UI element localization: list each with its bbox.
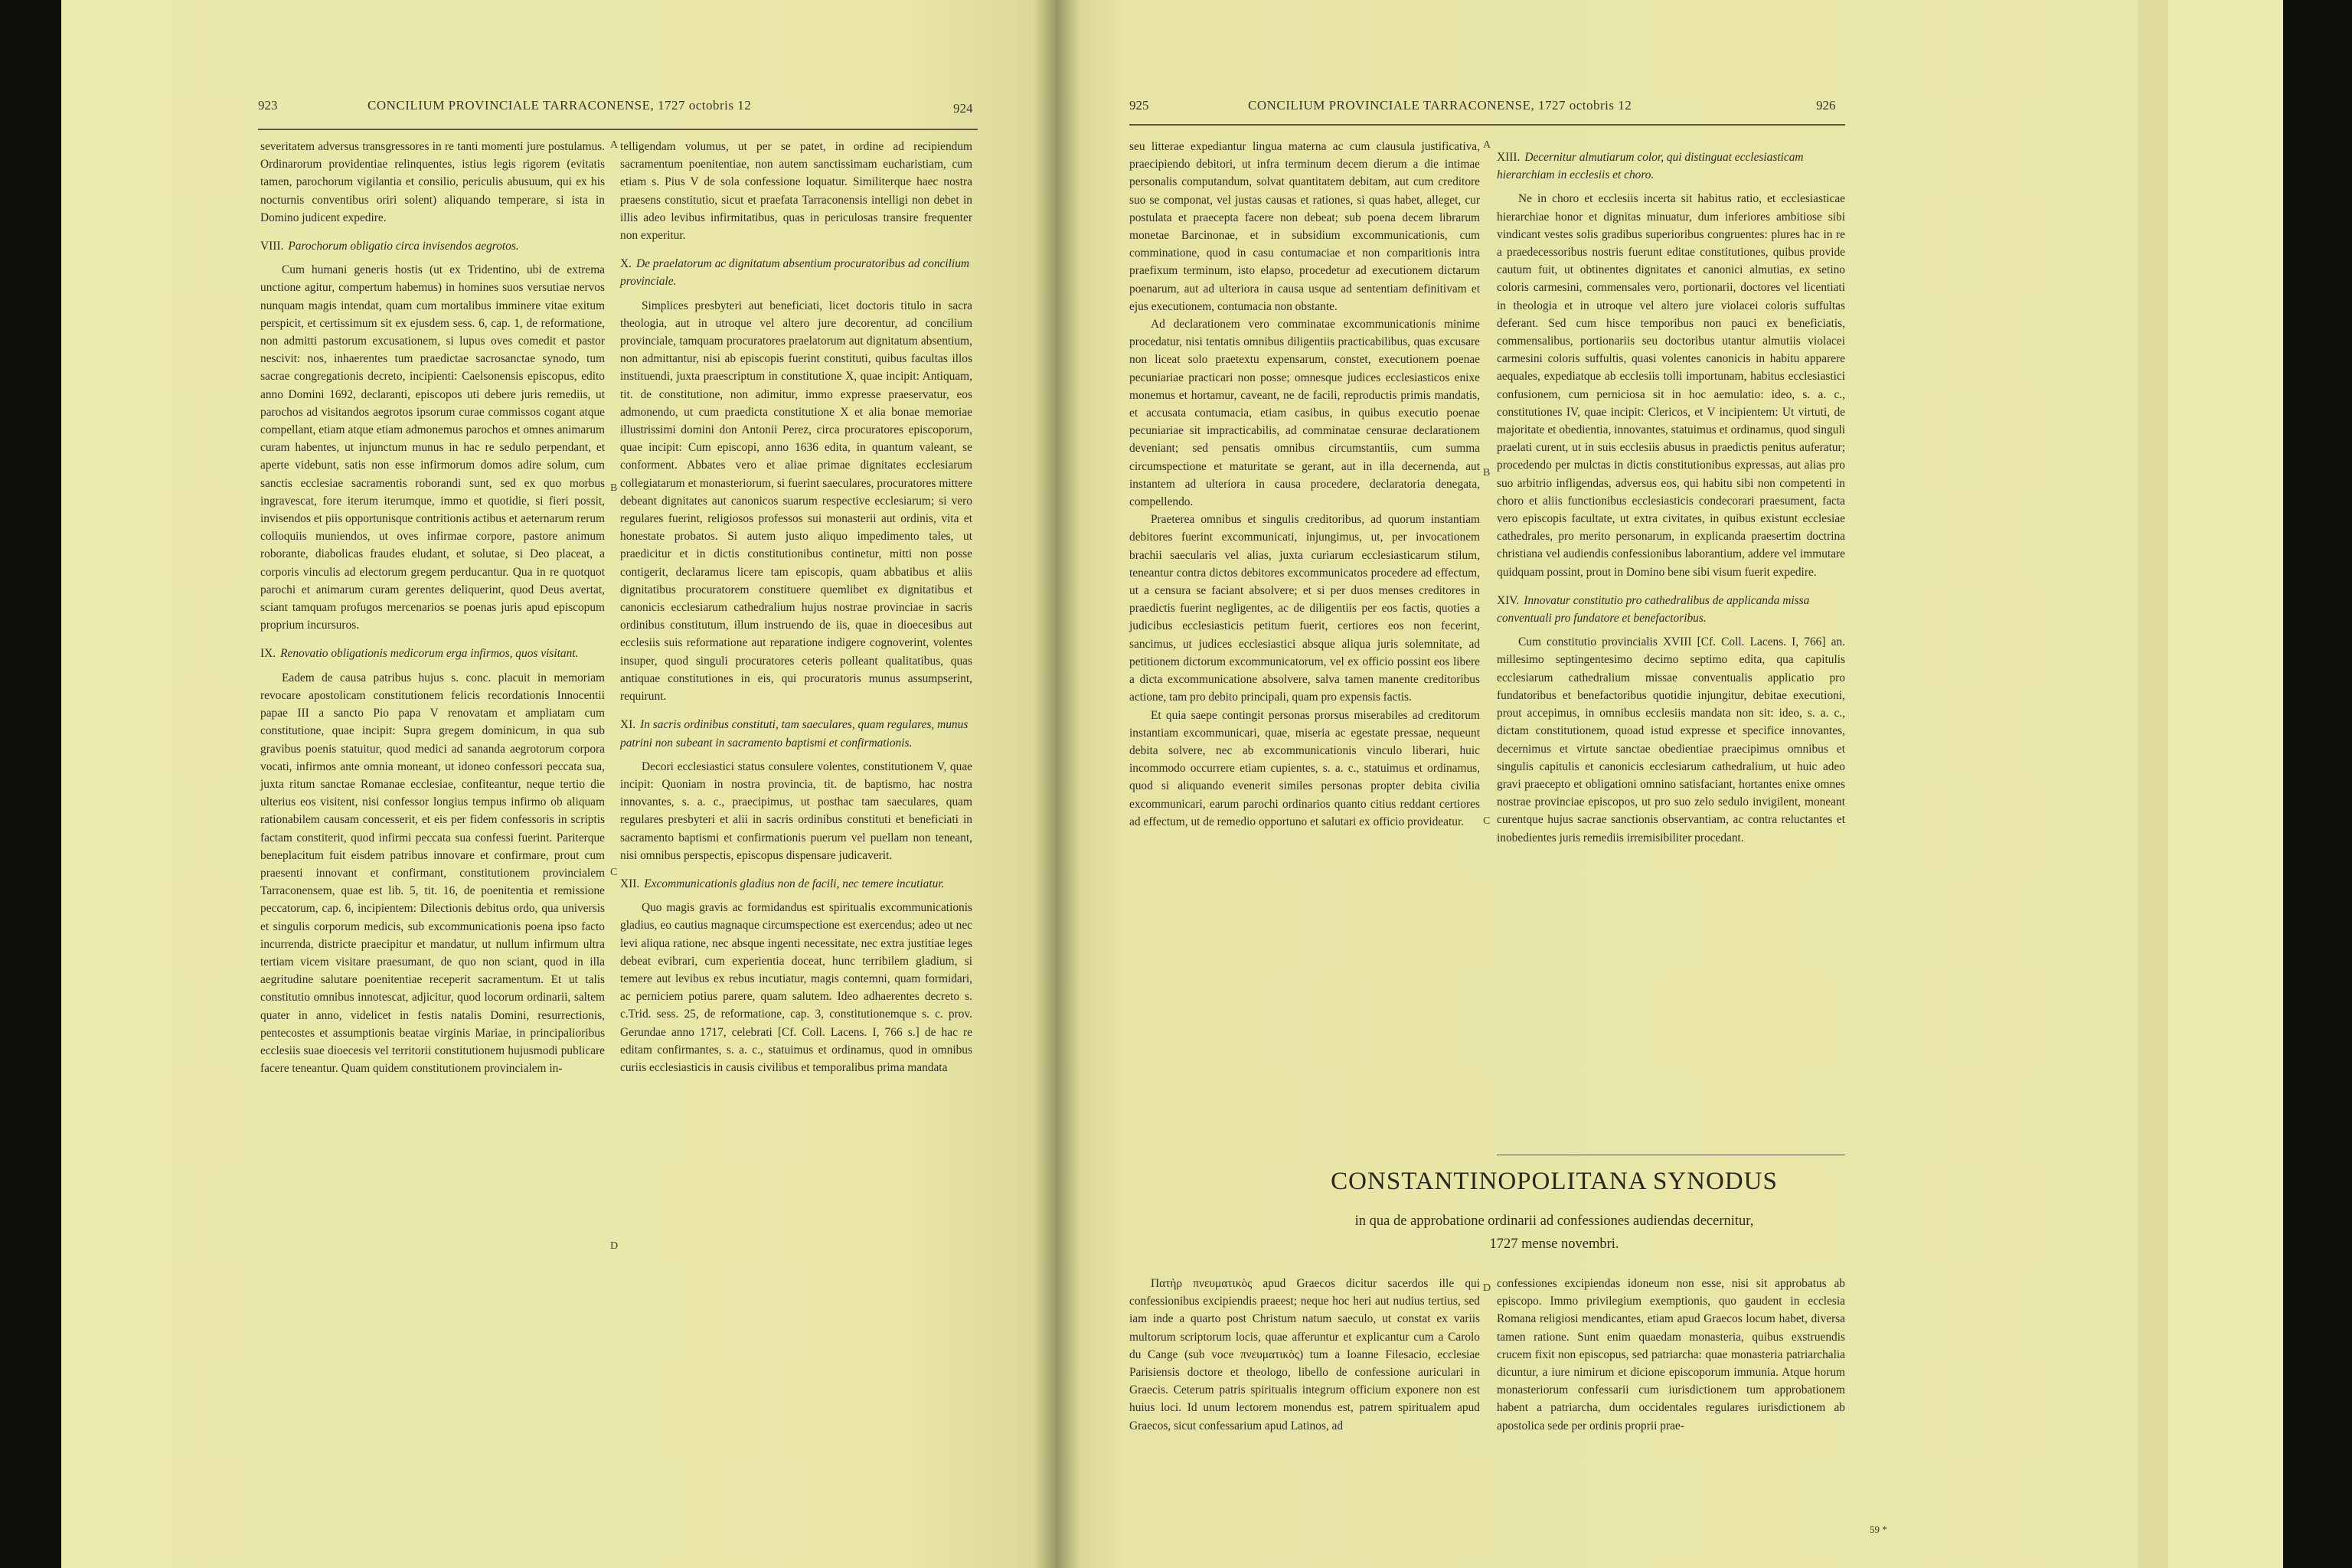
section-number: IX. (260, 647, 276, 661)
paragraph: Quo magis gravis ac formidandus est spiritualis excommunicationis gladius, eo cautius magnaque circumspectione est exercendus; adeo ut nec levi aliqua ratione, nec absque ingenti necessitate, nec extra justitiae leges debeat evibrari, cum experientia doceat, hunc terribilem gladium, si temere aut levibus ex rebus incutiatur, magis contemni, quam formidari, ac perniciem potius parere, quam salutem. Ideo adhaerentes decreto s. c.Trid. sess. 25, de reformatione, cap. 3, constitutionemque s. c. prov. Gerundae anno 1717, celebrati [Cf. Coll. Lacens. I, 766 s.] de hac re editam confirmantes, s. a. c., statuimus et ordinamus, quod in omnibus curiis ecclesiasticis in causis civilibus et temporalibus prima mandata (620, 901, 972, 1074)
header-rule (1129, 124, 1845, 126)
section-title: Excommunicationis gladius non de facili, nec temere incutiatur. (644, 877, 945, 890)
paragraph: Eadem de causa patribus hujus s. conc. placuit in memoriam revocare apostolicam constitutionem felicis recordationis Innocentii papae III a sancto Pio papa V renovatam et ampliatam cum constitutione, quae incipit: Supra gregem dominicum, in qua sub gravibus poenis statuitur, quod medici ad sananda aegrotorum corpora vocati, infirmos ante omnia moneant, ut idoneo confessori peccata sua, juxta ritum sanctae Romanae ecclesiae, confiteantur, neque tertio die ulterius eos visitent, nisi confessor longius tempus infirmo ob aliquam rationabilem causam concesserit, et eis per fidem confessoris in scriptis factam constiterit, quod infirmi peccata sua confessi fuerint. Pariterque beneplacitum fuit eisdem patribus innovare et confirmare, prout cum praesenti innovant et confirmant, constitutionem provincialem Tarraconensem, quae est lib. 5, tit. 16, de poenitentia et remissione peccatorum, cap. 6, incipientem: Dilectionis debitus ordo, qua universis et singulis corporum medicis, sub excommunicationis poena ipso facto incurrenda, districte praecipitur et mandatur, ut nullum infirmum ultra tertiam vicem visitare praesumant, de quo non sciant, quod in illa aegritudine salutare poenitentiae receperit sacramentum. Et ut talis constitutio omnibus innotescat, adjicitur, quod locorum ordinarii, saltem quater in anno, videlicet in festis natalis Domini, resurrectionis, pentecostes et assumptionis beatae virginis Mariae, in principalioribus ecclesiis suae dioecesis vel territorii constitutionem hujusmodi publicare facere teneantur. Quam quidem constitutionem provincialem in- (260, 671, 605, 1076)
section-heading (1497, 149, 1845, 184)
book-gutter (1034, 0, 1080, 1568)
paragraph: confessiones excipiendas idoneum non esse, nisi sit approbatus ab episcopo. Immo privilegium exemptionis, quo gaudent in ecclesia Romana religiosi mendicantes, etiam apud Graecos locum habet, diversa tamen ratione. Sunt enim quaedam monasteria, quibus exstruendis crucem fixit non episcopus, sed patriarcha: quae monasteria patriarchalia dicuntur, a iure nimirum et dicione episcoporum immunia. Atque horum monasteriorum confessarii cum iurisdictionem tum approbationem habent a patriarcha, dum occidentales regulares iurisdictionem ab apostolica sede per ordinis proprii prae- (1497, 1277, 1845, 1432)
section-number: XIV. (1497, 593, 1520, 607)
paragraph: Ad declarationem vero comminatae excommunicationis minime procedatur, nisi tentatis omnibus diligentiis practicabilibus, quas excusare non liceat solo praetextu expensarum, constet, executionem poenae pecuniariae practicari non posse; omnesque judices ecclesiasticos enixe monemus et hortamur, caveant, ne de facili, reproductis primis mandatis, et accusata contumacia, etiam casibus, in quibus executio poenae pecuniariae sit impracticabilis, ad comminatae censurae declarationem deveniant; sed pensatis omnibus circumstantiis, cum summa circumspectione et maturitate se gerant, aut in illa decernenda, aut instantem ad ulteriora in causa procedere, declaratoria denegata, compellendo. (1129, 318, 1480, 509)
margin-letter: C (1483, 815, 1491, 827)
running-head: CONCILIUM PROVINCIALE TARRACONENSE, 1727 octobris 12 (1248, 98, 1632, 113)
section-number: XII. (620, 877, 640, 890)
paragraph: Cum humani generis hostis (ut ex Tridentino, ubi de extrema unctione agitur, compertum habemus) in homines suos versutiae nervos nunquam magis intendat, quam cum mortalibus imminere vitae exitum perspicit, et certissimum sit ex ejusdem sess. 6, cap. 1, de reformatione, non admitti pastorum excusationem, si lupus oves comedit et pastor nescivit: nos, inhaerentes tum praedictae sacrosanctae synodo, tum sacrae congregationis decreto, incipienti: Caelsonensis episcopus, edito anno Domini 1692, declaranti, episcopos uti debere juris remediis, ut parochos ad visitandos aegrotos ipsorum curae commissos cogant atque compellant, etiam atque etiam admonemus parochos et omnes animarum curam habentes, ut injunctum munus in hac re sedulo perpendant, et aperte videbunt, satis non esse infirmorum domos adire solum, cum sanctis ecclesiae sacramentis roborandi sunt, sed ex quo morbus ingravescat, fore iterum iterumque, immo et quotidie, si fieri possit, invisendos et piis opportunisque contritionis actibus et aeternarum rerum colloquiis muniendos, ut oves infirmae corpore, pastore animum roborante, diabolicas fraudes eludant, et solutae, si Deo placeat, a corporis vinculis ad electorum gregem perducantur. Qua in re quotquot parochi et animarum curam gerentes deliquerint, quod Deus avertat, sciant tamquam profugos mercenarios se poenas juris apud episcopum proprium incursuros. (260, 263, 605, 632)
paragraph: severitatem adversus transgressores in re tanti momenti jure postulamus. Ordinarorum providentiae relinquentes, istius legis rigorem (evitatis tamen, parochorum vigilantia et consilio, periculis abusuum, qui ex his nocturnis conventibus oriri solent) aliquando temperare, si ista in Domino judicent expedire. (260, 140, 605, 224)
section-number: XIII. (1497, 151, 1521, 164)
paragraph: Cum constitutio provincialis XVIII [Cf. Coll. Lacens. I, 766] an. millesimo septingentesimo decimo septimo edita, qua capitulis ecclesiarum cathedralium missae conventualis applicatio pro fundatoribus et benefactoribus quotidie injungitur, debitae executioni, prout accepimus, in omnibus ecclesiis mandata non sit: ideo, s. a. c., dictam constitutionem, quoad istud expresse et specifice innovantes, decernimus et virtute sanctae obedientiae praecipimus omnibus et singulis capitulis et canonicis ecclesiarum cathedralium, ut huic adeo gravi praecepto et obligationi omnino satisfaciant, hortantes enixe omnes nostrae provinciae episcopos, ut pro suo zelo sedulo invigilent, moneant curentque hujus sacrae sanctionis observantiam, ac contra reluctantes et inobedientes juris remediis irremisibiliter procedant. (1497, 635, 1845, 844)
paragraph: seu litterae expediantur lingua materna ac cum clausula justificativa, praecipiendo debitori, ut infra terminum decem dierum a die intimae personalis computandum, solvat quantitatem debitam, aut cum creditore suo se componat, vel justas causas et rationes, si quas habet, alleget, cur postulata et praecepta facere non debeat; sub poena decem librarum monetae Barcinonae, et in subsidium excommunicationis, cum comminatione, quod in casu contumaciae et non comparitionis intra praefixum terminum, isto elapso, procedetur ad executionem dictarum poenarum, aut ad ulteriora in causa usque ad sententiam definitivam et ejus executionem, contumacia non obstante. (1129, 140, 1480, 313)
paragraph: Πατὴρ πνευματικὸς apud Graecos dicitur sacerdos ille qui confessionibus excipiendis praeest; neque hoc heri aut nudius tertius, sed iam inde a quarto post Christum natum saeculo, ut constat ex variis multorum scriptorum locis, quae afferuntur et explicantur cum a Carolo du Cange (sub voce πνευματικὸς) tum a Ioanne Filesacio, ecclesiae Parisiensis doctore et theologo, libello de confessione auriculari in Graecis. Ceterum patris spiritualis integrum officium exponere non est huius loci. Id unum lectorem monendus est, patrem spiritualem apud Graecos, sicut confessarium apud Latinos, ad (1129, 1277, 1480, 1432)
section-title: Parochorum obligatio circa invisendos aegrotos. (288, 240, 519, 253)
margin-letter: D (610, 1240, 619, 1252)
paragraph: Decori ecclesiastici status consulere volentes, constitutionem V, quae incipit: Quoniam in nostra provincia, tit. de baptismo, hac nostra innovantes, s. a. c., praecipimus, ut posthac tam saeculares, quam regulares presbyteri et alii in sacris ordinibus constituti et beneficiati in sacramento baptismi et confirmationis puerum vel puellam non teneant, nisi omnibus perspectis, episcopus dispensare judicaverit. (620, 760, 972, 862)
paragraph: Et quia saepe contingit personas prorsus miserabiles ad creditorum instantiam excommunicari, quae, miseria ac egestate pressae, nequeunt debita solvere, nec ab excommunicationis vinculo liberari, huic incommodo occurrere etiam cupientes, s. a. c., statuimus et ordinamus, quod si aliquando evenerit similes personas propter debita civilia excommunicari, earum parochi ordinarios quanto citius reddant certiores ad effectum, ut de remedio opportuno et salutari ex officio provideatur. (1129, 708, 1480, 828)
text-column-1 (260, 138, 605, 1077)
section-title: De praelatorum ac dignitatum absentium procuratoribus ad concilium provinciale. (620, 257, 970, 289)
section-heading (260, 645, 605, 662)
section-number: XI. (620, 718, 636, 732)
section-subtitle: 1727 mense novembri. (1489, 1236, 1619, 1252)
paragraph: Simplices presbyteri aut beneficiati, licet doctoris titulo in sacra theologia, aut in utroque vel altero jure decorentur, ad concilium provinciale, tamquam procuratores praelatorum aut dignitatum absentium, non admittantur, nisi ab episcopis fuerint constituti, quibus facultas illos instituendi, juxta praescriptum in constitutione X, quae incipit: Antiquam, tit. de constitutione, non adimitur, immo expresse praeservatur, eos admonendo, ut cum praedicta constitutione X et alia bonae memoriae illustrissimi domini don Antonii Perez, circa procuratores episcoporum, quae incipit: Cum episcopi, anno 1636 edita, in quantum valeant, se conforment. Abbates vero et aliae primae dignitates ecclesiarum collegiatarum et monasteriorum, si fuerint saeculares, procuratores mittere debeant dignitates aut canonicos suarum respective ecclesiarum; si vero regulares fuerint, religiosos professos sui monasterii aut ordinis, vita et honestate probatos. Si autem justo aliquo impedimento tales, ut praedicitur et in dictis constitutionibus continetur, mitti non posse contigerit, declaramus licere tam episcopis, quam abbatibus et aliis dignitatibus procuratorem constituere quemlibet ex dignitatibus et canonicis ecclesiarum cathedralium hujus nostrae provinciae in sacris ordinibus constitutum, illum instruendo de iis, quae in dioecesibus aut ecclesiis suis reformatione aut reparatione indigere cognoverint, volentes insuper, quod singuli procuratores ceteris polleant qualitatibus, quas antiquae constitutiones in eis, qui procuratoris munus assumpserint, requirunt. (620, 299, 972, 704)
section-subtitle: in qua de approbatione ordinarii ad confessiones audiendas decernitur, (1354, 1214, 1754, 1229)
page-number: 924 (953, 101, 973, 116)
margin-letter: B (610, 482, 618, 494)
next-leaf (2168, 0, 2283, 1568)
signature-mark: 59 * (1870, 1524, 1887, 1535)
section-title: Decernitur almutiarum color, qui distinguat ecclesiasticam hierarchiam in ecclesiis et choro. (1497, 151, 1804, 182)
text-column-2 (620, 138, 972, 1076)
section-title: Renovatio obligationis medicorum erga infirmos, quos visitant. (280, 647, 579, 661)
section-title: In sacris ordinibus constituti, tam saeculares, quam regulares, munus patrini non subeant in sacramento baptismi et confirmationis. (620, 718, 969, 750)
section-number: VIII. (260, 240, 284, 253)
paragraph: Ne in choro et ecclesiis incerta sit habitus ratio, et ecclesiasticae hierarchiae honor et dignitas minuatur, dum inferiores ambitiose sibi vindicant vestes solis gradibus superioribus congruentes: plures hac in re a praedecessoribus nostris fuerunt editae constitutiones, quibus provide cautum fuit, ut obtinentes dignitates et canonici almutias, ex setino coloris carmesini, commensales vero, portionarii, doctores vel licentiati in theologia et in utroque vel altero jure violacei coloris suffultas deferant. Sed cum hisce temporibus non pauci ex beneficiatis, commensalibus, portionariis seu doctoribus utantur almutiis violacei carmesini coloris suffultis, quasi volentes canonicis in habitu apparere aequales, expediatque ab ecclesiis tolli importunam, habitus ecclesiastici confusionem, cum perniciosa sit in hoc aemulatio: ideo, s. a. c., constitutiones IV, quae incipit: Clericos, et V incipientem: Ut virtuti, de majoritate et obedientia, innovantes, statuimus et ordinamus, quod singuli praelati curent, ut in suis ecclesiis abusus in praedictis penitus auferatur; procedendo per mulctas in dictis constitutionibus expressas, aut alias pro suo arbitrio infligendas, adversus eos, qui habitu sibi non competenti in choro et aliis functionibus ecclesiasticis condecorari praesument, facta vero episcopis facultate, ut extra civitates, in quibus existunt ecclesiae cathedrales, pro merito personarum, in explicanda praesertim doctrina christiana vel audiendis confessionibus laborantium, addere vel immutare quidquam possint, prout in Domino bene sibi visum fuerit expedire. (1497, 192, 1845, 579)
section-title: Innovatur constitutio pro cathedralibus de applicanda missa conventuali pro fundatore et benefactoribus. (1497, 593, 1810, 626)
margin-letter: A (610, 139, 619, 151)
margin-letter: A (1483, 139, 1491, 151)
paragraph: Praeterea omnibus et singulis creditoribus, ad quorum instantiam debitores fuerint excommunicati, injungimus, ut, per invocationem brachii saecularis vel alias, juxta curiarum ecclesiasticarum stilum, teneantur contra dictos debitores excommunicatos procedere ad effectum, ut a censura se faciant absolvere; et si per duos menses creditores in praedictis fuerint negligentes, ac de diligentiis per eos factis, quoties a judicibus ecclesiasticis petitum fuerit, certiores eos non fecerint, sancimus, ut judices ecclesiastici absque aliqua juris solemnitate, ad petitionem dictorum excommunicatorum, vel ex officio possint eos libere a dicta excommunicatione absolvere, salva tamen manente creditoribus actione, tam pro debito principali, quam pro expensis factis. (1129, 513, 1480, 704)
header-rule (258, 129, 978, 130)
section-title: CONSTANTINOPOLITANA SYNODUS (1331, 1168, 1778, 1195)
margin-letter: D (1483, 1282, 1491, 1294)
page-number: 926 (1816, 98, 1836, 113)
margin-letter: C (610, 867, 618, 878)
page-number: 923 (258, 98, 278, 113)
margin-letter: B (1483, 467, 1491, 479)
text-column-5 (1129, 1275, 1480, 1435)
paragraph: telligendam volumus, ut per se patet, in ordine ad recipiendum sacramentum poenitentiae, non autem sanctissimam eucharistiam, cum etiam s. Pius V de sola confessione loquatur. Similiterque haec nostra praesens constitutio, sicut et praefata Tarraconensis intelligi non debet in illis adeo levibus infirmitatibus, quas in periculosas transire frequenter non experitur. (620, 140, 972, 243)
page-edge (2138, 0, 2168, 1568)
running-head: CONCILIUM PROVINCIALE TARRACONENSE, 1727 octobris 12 (368, 98, 752, 113)
text-column-4 (1497, 138, 1845, 847)
section-number: X. (620, 257, 632, 271)
section-heading (620, 716, 972, 751)
text-column-6 (1497, 1275, 1845, 1435)
section-heading (260, 237, 605, 255)
section-heading (620, 255, 972, 290)
section-heading (1497, 592, 1845, 627)
section-heading (620, 875, 972, 893)
text-column-3 (1129, 138, 1480, 831)
page-number: 925 (1129, 98, 1149, 113)
